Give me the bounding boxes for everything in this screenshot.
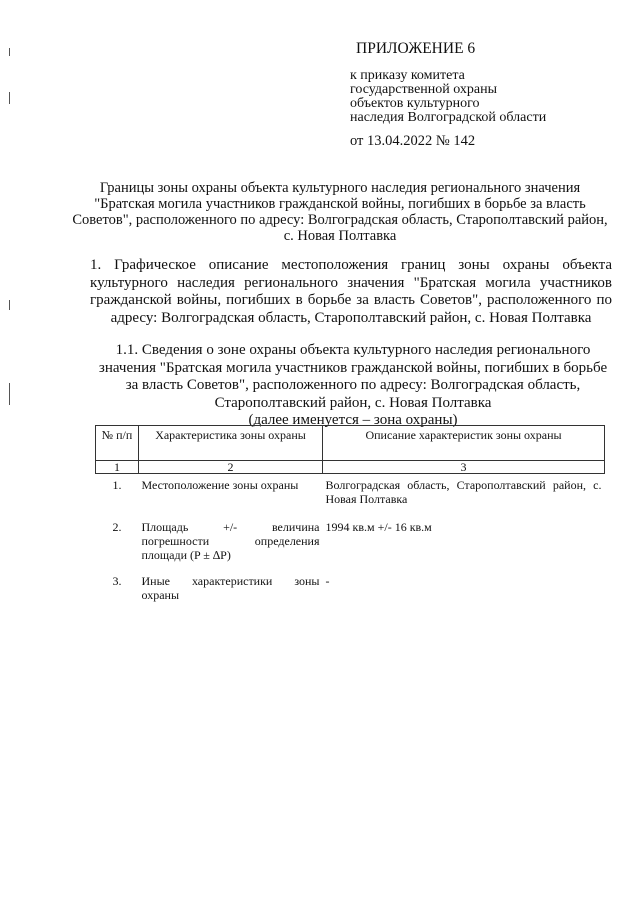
row-number: 2. — [112, 520, 122, 534]
appendix-date-number: от 13.04.2022 № 142 — [350, 133, 476, 149]
document-title: Границы зоны охраны объекта культурного наследия регионального значения "Братская могила участников гражданской войны, погибших в борьбе за власть Советов", расположенного по адресу: Волгоградская область, Старополтавский район, с. Новая Полтавка — [72, 180, 608, 244]
row-characteristic: Иные характеристики зоны охраны — [141, 574, 320, 602]
row-number: 1. — [112, 478, 122, 492]
table-row — [96, 474, 605, 519]
header-characteristic: Характеристика зоны охраны — [139, 426, 323, 461]
appendix-line: к приказу комитета — [350, 68, 465, 83]
index-cell: 2 — [139, 461, 323, 474]
row-description: 1994 кв.м +/- 16 кв.м — [325, 520, 432, 534]
section-1-heading: 1. Графическое описание местоположения границ зоны охраны объекта культурного наследия регионального значения "Братская могила участников гражданской войны, погибших в борьбе за власть Советов", расположенного по адресу: Волгоградская область, Старополтавский район, с. Новая Полтавка — [90, 257, 612, 326]
row-characteristic: Местоположение зоны охраны — [141, 478, 299, 492]
margin-mark — [9, 92, 10, 104]
row-description: - — [325, 574, 330, 588]
header-number: № п/п — [96, 426, 139, 461]
row-description: Волгоградская область, Старополтавский район, с. Новая Полтавка — [325, 478, 602, 506]
appendix-line: наследия Волгоградской области — [350, 110, 547, 125]
section-1-1-note: (далее именуется – зона охраны) — [248, 412, 458, 428]
appendix-line: государственной охраны — [350, 82, 498, 97]
index-cell: 1 — [96, 461, 139, 474]
table-row — [96, 518, 605, 574]
zone-table — [95, 425, 605, 604]
margin-mark — [9, 383, 10, 405]
index-row — [96, 461, 605, 474]
section-1-1-heading: 1.1. Сведения о зоне охраны объекта культурного наследия регионального значения "Братская могила участников гражданской войны, погибших в борьбе за власть Советов", расположенного по адресу: Волгоградская область, Старополтавский район, с. Новая Полтавка — [98, 342, 608, 411]
table-row — [96, 574, 605, 604]
appendix-line: объектов культурного — [350, 96, 480, 111]
appendix-title: ПРИЛОЖЕНИЕ 6 — [356, 40, 476, 57]
header-description: Описание характеристик зоны охраны — [323, 426, 605, 461]
index-cell: 3 — [323, 461, 605, 474]
margin-mark — [9, 300, 10, 310]
row-characteristic: Площадь +/- величина погрешности определения площади (P ± ∆P) — [141, 520, 320, 562]
margin-mark — [9, 48, 10, 56]
row-number: 3. — [112, 574, 122, 588]
